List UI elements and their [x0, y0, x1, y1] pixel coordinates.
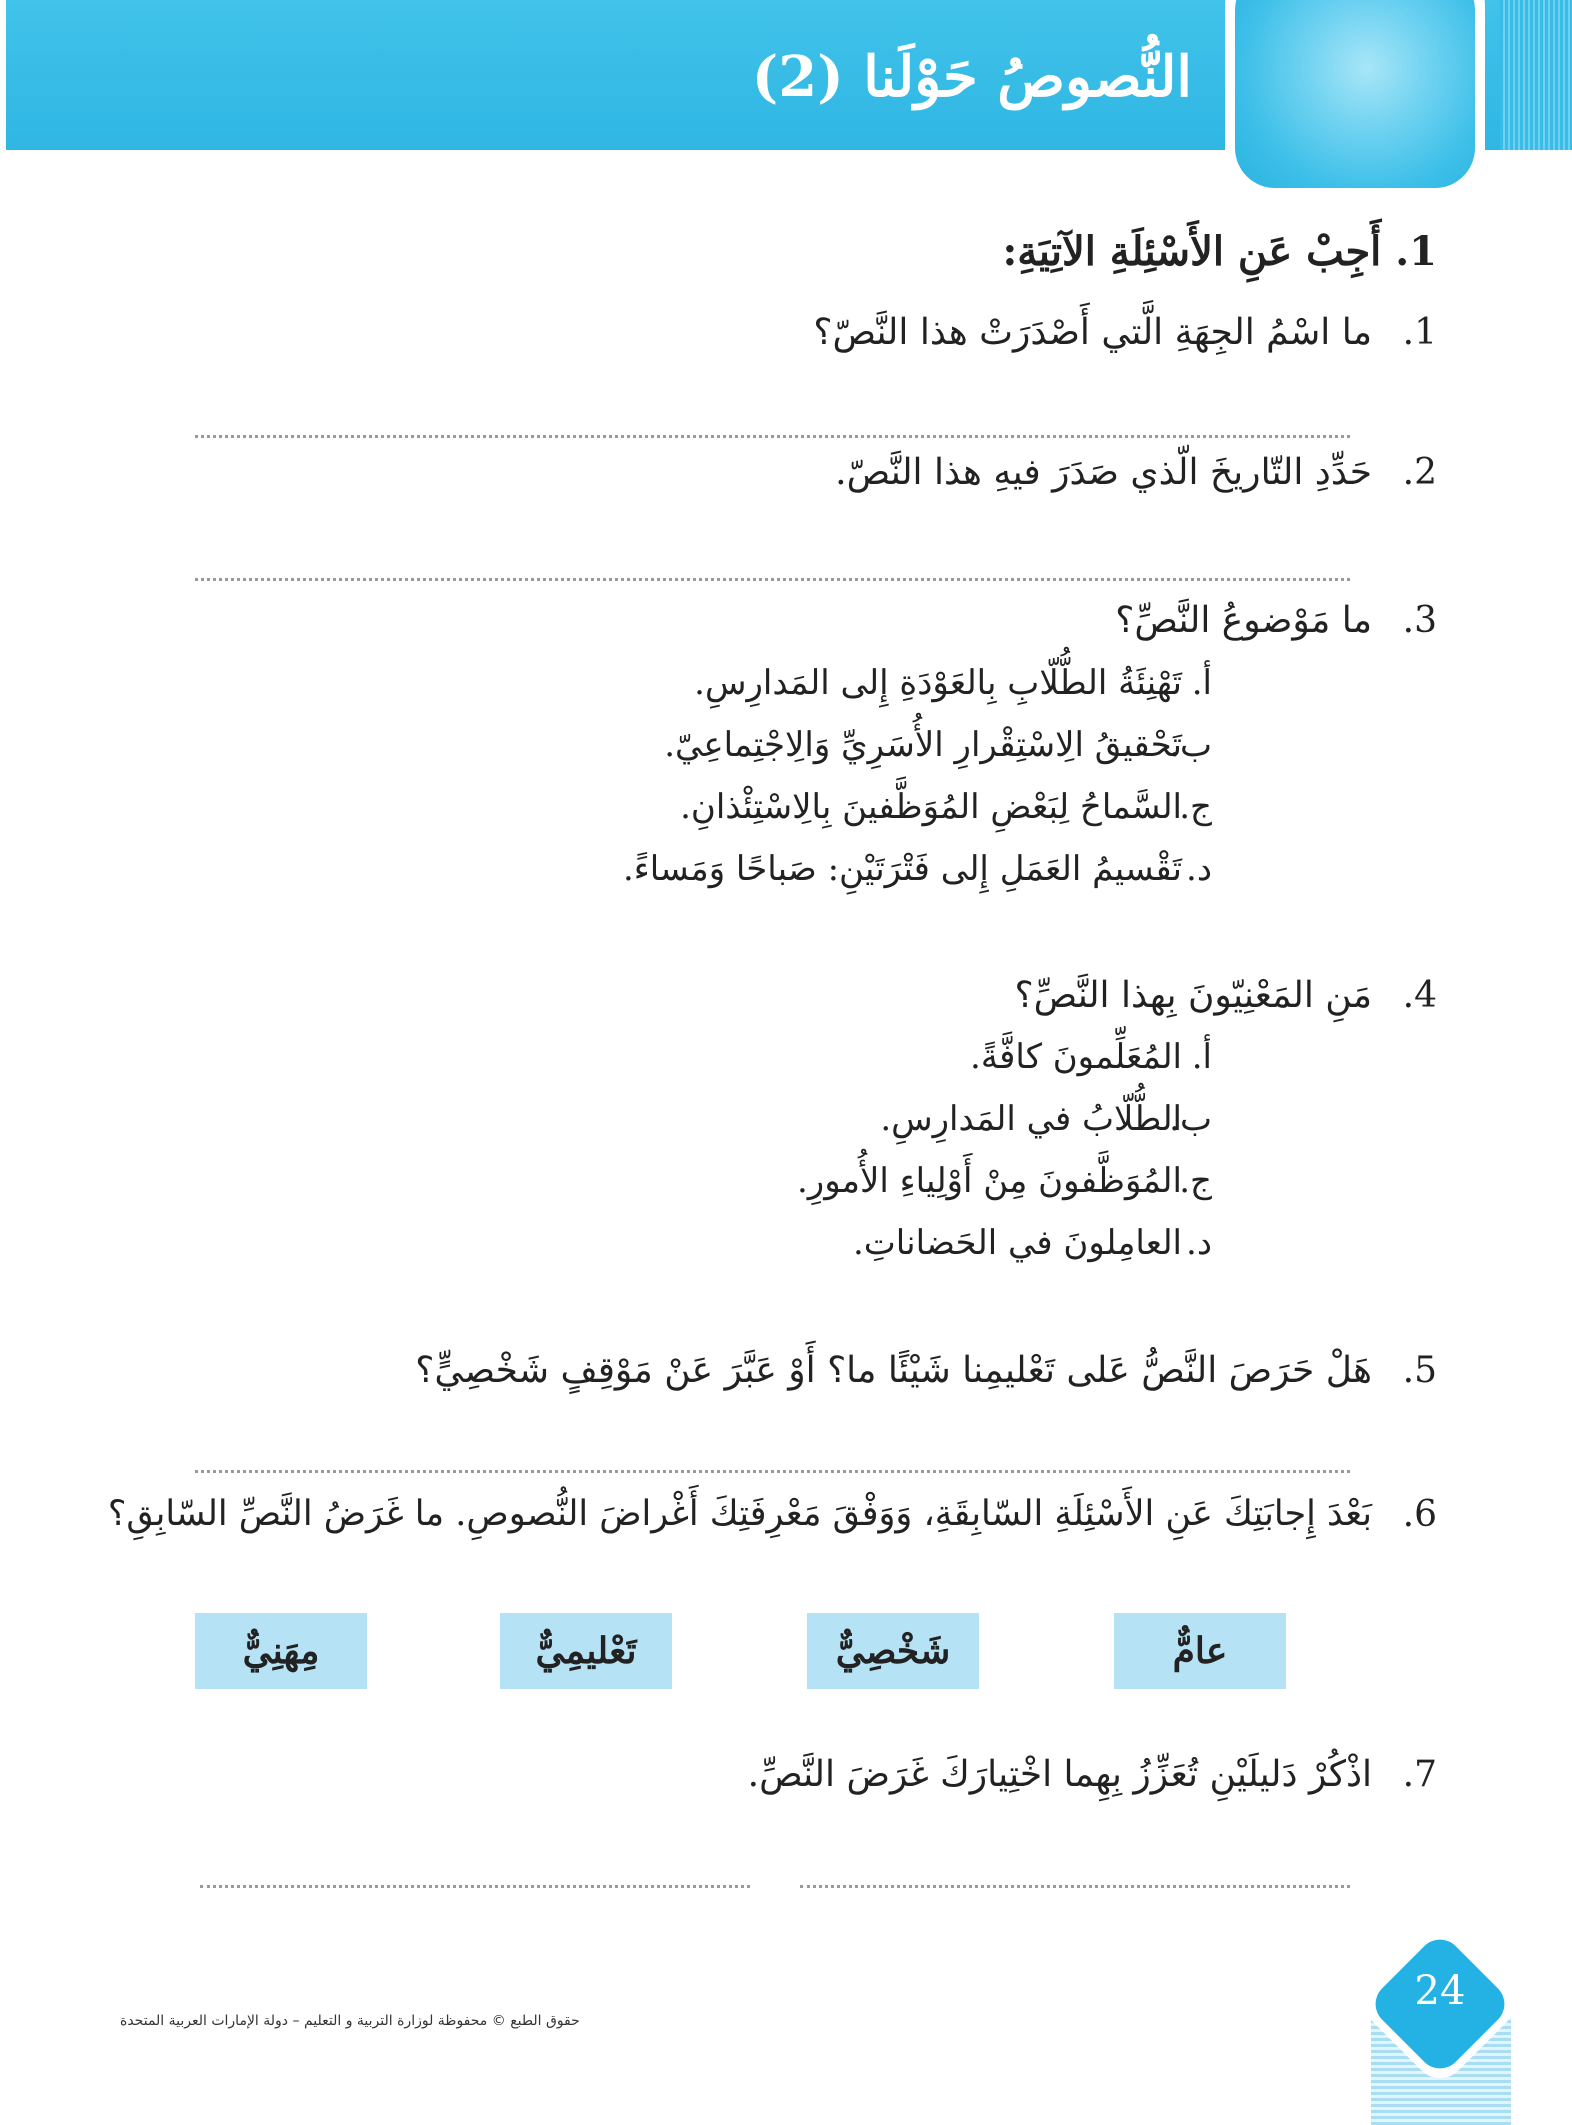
question-4-text: مَنِ المَعْنِيّونَ بِهذا النَّصِّ؟ [1014, 975, 1372, 1016]
question-3-option-a-letter: أ. [1191, 663, 1212, 703]
question-3-option-d[interactable]: تَقْسيمُ العَمَلِ إِلى فَتْرَتَيْنِ: صَباحًا وَمَساءً. [623, 849, 1182, 889]
question-4-option-b-letter: ب. [1169, 1099, 1212, 1139]
question-3-option-a[interactable]: تَهْنِئَةُ الطُّلّابِ بِالعَوْدَةِ إِلى المَدارِسِ. [694, 663, 1182, 703]
question-3-option-d-letter: د. [1186, 849, 1212, 889]
section-number: 1. [1395, 228, 1437, 275]
question-4-option-d[interactable]: العامِلونَ في الحَضاناتِ. [852, 1223, 1182, 1263]
question-4-option-c-letter: ج. [1179, 1161, 1212, 1201]
question-4-option-d-letter: د. [1186, 1223, 1212, 1263]
choice-general[interactable]: عامٌّ [1114, 1613, 1286, 1689]
question-4-number: .4 [1402, 975, 1437, 1016]
question-6-text: بَعْدَ إِجابَتِكَ عَنِ الأَسْئِلَةِ السّابِقَةِ، وَوَفْقَ مَعْرِفَتِكَ أَغْراضَ النُّصوصِ. ما غَرَضُ النَّصِّ السّابِقِ؟ [107, 1494, 1372, 1534]
question-3-option-b[interactable]: تَحْقيقُ الِاسْتِقْرارِ الأُسَرِيِّ وَالِاجْتِماعِيّ. [664, 725, 1182, 765]
question-3-option-c[interactable]: السَّماحُ لِبَعْضِ المُوَظَّفينَ بِالِاسْتِئْذانِ. [680, 787, 1182, 827]
choice-professional[interactable]: مِهَنِيٌّ [195, 1613, 367, 1689]
page-title: النُّصوصُ حَوْلَنا (2) [751, 44, 1192, 110]
question-4-option-c[interactable]: المُوَظَّفونَ مِنْ أَوْلِياءِ الأُمورِ. [796, 1161, 1182, 1201]
copyright-note: حقوق الطبع © محفوظة لوزارة التربية و التعليم – دولة الإمارات العربية المتحدة [120, 2013, 580, 2029]
question-5-text: هَلْ حَرَصَ النَّصُّ عَلى تَعْليمِنا شَيْئًا ما؟ أَوْ عَبَّرَ عَنْ مَوْقِفٍ شَخْصِيٍّ؟ [415, 1350, 1372, 1391]
question-7-text: اذْكُرْ دَليلَيْنِ تُعَزِّزُ بِهِما اخْتِيارَكَ غَرَضَ النَّصِّ. [747, 1754, 1372, 1795]
question-3-option-b-letter: ب. [1169, 725, 1212, 765]
answer-line-2[interactable] [195, 578, 1350, 581]
question-4-option-a[interactable]: المُعَلِّمونَ كافَّةً. [970, 1037, 1182, 1077]
answer-line-5[interactable] [195, 1470, 1350, 1473]
answer-line-1[interactable] [195, 435, 1350, 438]
section-heading [1003, 228, 1437, 275]
question-3-option-c-letter: ج. [1179, 787, 1212, 827]
question-1-text: ما اسْمُ الجِهَةِ الَّتي أَصْدَرَتْ هذا النَّصّ؟ [813, 312, 1372, 353]
answer-line-7a[interactable] [200, 1885, 750, 1888]
question-6-number: .6 [1402, 1494, 1437, 1535]
question-3-number: .3 [1402, 600, 1437, 641]
question-1-number: .1 [1402, 312, 1437, 353]
section-title: أَجِبْ عَنِ الأَسْئِلَةِ الآتِيَةِ: [1002, 228, 1382, 275]
question-3-text: ما مَوْضوعُ النَّصِّ؟ [1115, 600, 1372, 641]
page-number: 24 [1414, 1968, 1466, 2014]
question-2-number: .2 [1402, 452, 1437, 493]
answer-line-7b[interactable] [800, 1885, 1350, 1888]
question-2-text: حَدِّدِ التّاريخَ الّذي صَدَرَ فيهِ هذا النَّصّ. [835, 452, 1372, 493]
choice-personal[interactable]: شَخْصِيٌّ [807, 1613, 979, 1689]
choice-educational[interactable]: تَعْليمِيٌّ [500, 1613, 672, 1689]
question-7-number: .7 [1402, 1754, 1437, 1795]
question-4-option-a-letter: أ. [1191, 1037, 1212, 1077]
question-5-number: .5 [1402, 1350, 1437, 1391]
question-4-option-b[interactable]: الطُّلّابُ في المَدارِسِ. [880, 1099, 1182, 1139]
